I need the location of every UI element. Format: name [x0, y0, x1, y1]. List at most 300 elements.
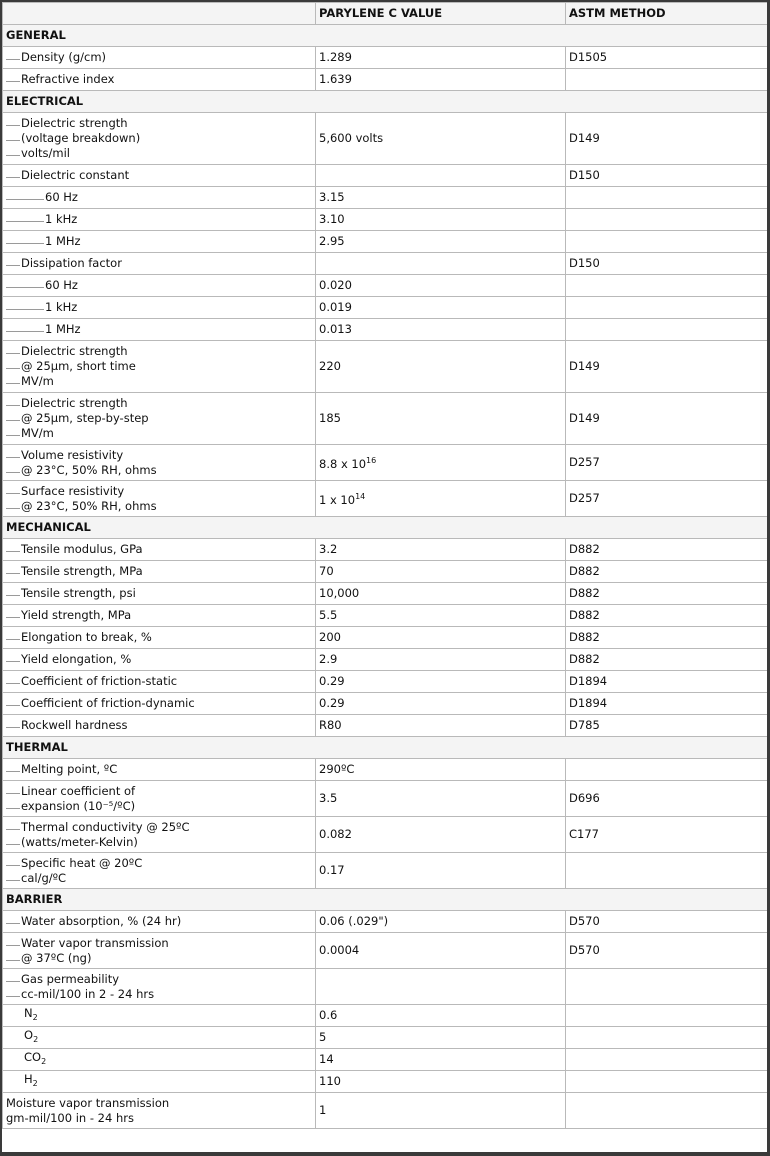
leader-line: [6, 595, 20, 596]
property-cell: [3, 445, 316, 481]
section-title: THERMAL: [3, 737, 768, 759]
property-label: Water absorption, % (24 hr): [21, 914, 182, 928]
value-text: 220: [319, 359, 341, 373]
property-cell: [3, 1093, 316, 1129]
section-row: [3, 91, 768, 113]
property-line: [6, 116, 312, 131]
value-text: 0.013: [319, 322, 352, 336]
property-line: [6, 718, 312, 733]
property-label: cc-mil/100 in 2 - 24 hrs: [21, 986, 155, 1001]
value-text: 1.289: [319, 50, 352, 64]
value-cell: [316, 1049, 566, 1071]
property-line: [6, 972, 312, 987]
property-label: Surface resistivity: [21, 483, 125, 498]
method-cell: [566, 1005, 768, 1027]
property-label: cal/g/ºC: [21, 870, 67, 885]
section-title: MECHANICAL: [3, 517, 768, 539]
property-cell: [3, 715, 316, 737]
property-line: [6, 542, 312, 557]
property-cell: [3, 649, 316, 671]
table-row: [3, 275, 768, 297]
leader-line: [6, 199, 44, 200]
property-label: volts/mil: [21, 146, 71, 160]
property-cell: [3, 561, 316, 583]
property-line: [6, 799, 312, 814]
value-text: 70: [319, 564, 334, 578]
method-cell: D257: [566, 481, 768, 517]
leader-line: [6, 59, 20, 60]
method-cell: [566, 187, 768, 209]
value-text: R80: [319, 718, 342, 732]
property-label: Elongation to break, %: [21, 630, 152, 644]
leader-line: [6, 981, 20, 982]
property-line: [6, 1096, 312, 1111]
method-cell: D1894: [566, 671, 768, 693]
leader-line: [6, 383, 20, 384]
property-line: [6, 463, 312, 478]
property-line: [6, 396, 312, 411]
property-line: [6, 322, 312, 337]
method-cell: D882: [566, 649, 768, 671]
value-cell: [316, 1093, 566, 1129]
property-cell: [3, 1005, 316, 1027]
property-line: [6, 256, 312, 271]
method-cell: D882: [566, 583, 768, 605]
property-label: Melting point, ºC: [21, 762, 118, 776]
value-cell: [316, 671, 566, 693]
value-text: 0.0004: [319, 943, 360, 957]
property-line: [6, 146, 312, 161]
leader-line: [6, 125, 20, 126]
property-line: [6, 212, 312, 227]
method-cell: [566, 209, 768, 231]
property-label: 1 kHz: [45, 212, 78, 226]
leader-line: [6, 771, 20, 772]
property-cell: [3, 817, 316, 853]
property-cell: [3, 1049, 316, 1071]
leader-line: [6, 353, 20, 354]
leader-line: [6, 265, 20, 266]
leader-line: [6, 368, 20, 369]
property-cell: [3, 113, 316, 165]
value-text: 2.9: [319, 652, 338, 666]
table-row: [3, 933, 768, 969]
value-text: 0.019: [319, 300, 352, 314]
property-label: Yield strength, MPa: [21, 608, 132, 622]
method-cell: D257: [566, 445, 768, 481]
property-line: [6, 652, 312, 667]
table-row: [3, 481, 768, 517]
property-line: [6, 762, 312, 777]
value-text: 1.639: [319, 72, 352, 86]
property-line: [6, 374, 312, 389]
value-cell: [316, 341, 566, 393]
method-cell: D1505: [566, 47, 768, 69]
property-label: Volume resistivity: [21, 447, 124, 462]
property-label: expansion (10⁻⁵/ºC): [21, 798, 136, 813]
value-cell: [316, 781, 566, 817]
property-label: Tensile strength, MPa: [21, 564, 143, 578]
value-cell: [316, 231, 566, 253]
method-cell: [566, 1049, 768, 1071]
value-cell: [316, 393, 566, 445]
parylene-properties-table: [2, 2, 767, 1129]
property-line: [6, 168, 312, 183]
value-cell: [316, 275, 566, 297]
table-row: [3, 561, 768, 583]
value-text: 3.2: [319, 542, 338, 556]
property-line: [6, 190, 312, 205]
property-line: [6, 987, 312, 1002]
value-text: 3.15: [319, 190, 345, 204]
property-label: (watts/meter-Kelvin): [21, 834, 138, 849]
leader-line: [6, 472, 20, 473]
table-row: [3, 1049, 768, 1071]
value-cell: [316, 445, 566, 481]
leader-line: [6, 457, 20, 458]
value-text: 290ºC: [319, 762, 355, 776]
leader-line: [6, 727, 20, 728]
method-cell: D882: [566, 605, 768, 627]
method-cell: D149: [566, 393, 768, 445]
value-cell: [316, 911, 566, 933]
value-text: 200: [319, 630, 341, 644]
table-row: [3, 1005, 768, 1027]
property-label: @ 23°C, 50% RH, ohms: [21, 498, 157, 513]
property-line: [6, 1111, 312, 1126]
property-line: [6, 936, 312, 951]
value-cell: [316, 759, 566, 781]
value-cell: [316, 693, 566, 715]
property-label: Refractive index: [21, 72, 115, 86]
value-cell: [316, 933, 566, 969]
property-cell: [3, 759, 316, 781]
table-row: [3, 583, 768, 605]
property-label: Dissipation factor: [21, 256, 122, 270]
leader-line: [6, 661, 20, 662]
property-label: @ 25µm, step-by-step: [21, 411, 149, 425]
method-cell: D149: [566, 113, 768, 165]
property-label: Linear coefficient of: [21, 783, 136, 798]
method-cell: [566, 319, 768, 341]
property-label: Specific heat @ 20ºC: [21, 855, 143, 870]
leader-line: [6, 420, 20, 421]
table-row: [3, 1071, 768, 1093]
table-row: [3, 69, 768, 91]
leader-line: [6, 683, 20, 684]
property-cell: [3, 969, 316, 1005]
value-cell: [316, 481, 566, 517]
property-label: Tensile strength, psi: [21, 586, 136, 600]
value-cell: [316, 561, 566, 583]
table-row: [3, 1093, 768, 1129]
table-row: [3, 539, 768, 561]
gas-name: CO: [24, 1050, 42, 1064]
table-row: [3, 209, 768, 231]
property-line: [6, 951, 312, 966]
properties-table-frame: [2, 2, 767, 1152]
value-cell: [316, 605, 566, 627]
leader-line: [6, 551, 20, 552]
method-cell: D785: [566, 715, 768, 737]
header-value: PARYLENE C VALUE: [316, 3, 566, 25]
leader-line: [6, 81, 20, 82]
property-line: [6, 499, 312, 514]
section-row: [3, 25, 768, 47]
section-title: BARRIER: [3, 889, 768, 911]
gas-subscript: 2: [32, 1079, 38, 1088]
property-label: Dielectric strength: [21, 344, 128, 358]
section-row: [3, 517, 768, 539]
gas-name: H: [24, 1072, 33, 1086]
leader-line: [6, 829, 20, 830]
property-line: [6, 871, 312, 886]
table-row: [3, 693, 768, 715]
property-line: [6, 564, 312, 579]
property-label: Coefficient of friction-dynamic: [21, 696, 195, 710]
value-text: 10,000: [319, 586, 360, 600]
method-cell: [566, 231, 768, 253]
value-exponent: 14: [355, 492, 366, 501]
property-line: [6, 234, 312, 249]
table-row: [3, 113, 768, 165]
value-cell: [316, 1005, 566, 1027]
property-cell: [3, 47, 316, 69]
property-line: [6, 278, 312, 293]
table-row: [3, 759, 768, 781]
table-row: [3, 253, 768, 275]
leader-line: [6, 705, 20, 706]
table-row: [3, 231, 768, 253]
value-cell: [316, 969, 566, 1005]
leader-line: [6, 287, 44, 288]
gas-name: O: [24, 1028, 34, 1042]
leader-line: [6, 793, 20, 794]
value-text: 8.8 x 10: [319, 457, 367, 471]
property-label: @ 37ºC (ng): [21, 950, 92, 965]
header-row: [3, 3, 768, 25]
property-label: Tensile modulus, GPa: [21, 542, 143, 556]
property-line: [6, 608, 312, 623]
property-cell: [3, 1027, 316, 1049]
value-cell: [316, 1071, 566, 1093]
method-cell: D1894: [566, 693, 768, 715]
property-label: Yield elongation, %: [21, 652, 132, 666]
value-text: 0.6: [319, 1008, 338, 1022]
property-cell: [3, 187, 316, 209]
property-label: Coefficient of friction-static: [21, 674, 178, 688]
property-line: [6, 586, 312, 601]
value-cell: [316, 583, 566, 605]
value-cell: [316, 627, 566, 649]
table-row: [3, 341, 768, 393]
method-cell: [566, 275, 768, 297]
value-text: 1 x 10: [319, 493, 356, 507]
method-cell: D570: [566, 933, 768, 969]
leader-line: [6, 331, 44, 332]
value-text: 110: [319, 1074, 341, 1088]
value-text: 0.17: [319, 863, 345, 877]
value-cell: [316, 297, 566, 319]
leader-line: [6, 573, 20, 574]
property-label: 1 MHz: [45, 322, 81, 336]
value-text: 3.10: [319, 212, 345, 226]
leader-line: [6, 617, 20, 618]
section-title: GENERAL: [3, 25, 768, 47]
property-line: [6, 674, 312, 689]
header-method: ASTM METHOD: [566, 3, 768, 25]
value-text: 2.95: [319, 234, 345, 248]
property-cell: [3, 393, 316, 445]
method-cell: [566, 759, 768, 781]
leader-line: [6, 923, 20, 924]
leader-line: [6, 435, 20, 436]
value-cell: [316, 165, 566, 187]
gas-subscript: 2: [32, 1013, 38, 1022]
leader-line: [6, 808, 20, 809]
value-text: 1: [319, 1103, 327, 1117]
table-row: [3, 911, 768, 933]
method-cell: D882: [566, 539, 768, 561]
method-cell: D882: [566, 627, 768, 649]
table-row: [3, 165, 768, 187]
table-row: [3, 781, 768, 817]
value-cell: [316, 47, 566, 69]
table-row: [3, 47, 768, 69]
property-label: Water vapor transmission: [21, 935, 169, 950]
property-cell: [3, 319, 316, 341]
property-line: [6, 696, 312, 711]
property-label: @ 23°C, 50% RH, ohms: [21, 462, 157, 477]
property-label: Dielectric strength: [21, 396, 128, 410]
value-cell: [316, 715, 566, 737]
property-line: [6, 411, 312, 426]
method-cell: [566, 969, 768, 1005]
method-cell: [566, 69, 768, 91]
method-cell: [566, 853, 768, 889]
property-cell: [3, 693, 316, 715]
value-cell: [316, 319, 566, 341]
value-cell: [316, 539, 566, 561]
property-label: MV/m: [21, 374, 54, 388]
method-cell: D150: [566, 165, 768, 187]
property-label: gm-mil/100 in - 24 hrs: [6, 1110, 134, 1125]
gas-subscript: 2: [33, 1035, 39, 1044]
property-cell: [3, 911, 316, 933]
property-cell: [3, 253, 316, 275]
value-cell: [316, 853, 566, 889]
property-cell: [3, 297, 316, 319]
leader-line: [6, 405, 20, 406]
leader-line: [6, 508, 20, 509]
method-cell: D696: [566, 781, 768, 817]
value-cell: [316, 253, 566, 275]
gas-subscript: 2: [41, 1057, 47, 1066]
property-label: Rockwell hardness: [21, 718, 128, 732]
value-cell: [316, 649, 566, 671]
table-row: [3, 187, 768, 209]
leader-line: [6, 177, 20, 178]
value-text: 5,600 volts: [319, 131, 384, 145]
property-line: [6, 856, 312, 871]
property-cell: [3, 671, 316, 693]
property-cell: [3, 627, 316, 649]
table-row: [3, 715, 768, 737]
value-cell: [316, 113, 566, 165]
property-line: [6, 72, 312, 87]
property-cell: [3, 481, 316, 517]
table-row: [3, 605, 768, 627]
leader-line: [6, 309, 44, 310]
table-row: [3, 649, 768, 671]
property-line: [6, 835, 312, 850]
method-cell: [566, 1071, 768, 1093]
table-row: [3, 853, 768, 889]
value-text: 0.020: [319, 278, 352, 292]
property-cell: [3, 933, 316, 969]
table-row: [3, 627, 768, 649]
property-label: 1 kHz: [45, 300, 78, 314]
property-cell: [3, 69, 316, 91]
property-line: [6, 448, 312, 463]
table-row: [3, 817, 768, 853]
property-line: [6, 914, 312, 929]
property-label: (voltage breakdown): [21, 131, 141, 145]
property-line: [6, 820, 312, 835]
property-cell: [3, 275, 316, 297]
value-cell: [316, 1027, 566, 1049]
method-cell: D149: [566, 341, 768, 393]
leader-line: [6, 639, 20, 640]
property-line: [6, 131, 312, 146]
value-text: 0.29: [319, 674, 345, 688]
property-label: MV/m: [21, 426, 54, 440]
table-row: [3, 319, 768, 341]
property-label: Gas permeability: [21, 971, 120, 986]
property-cell: [3, 231, 316, 253]
leader-line: [6, 155, 20, 156]
property-cell: [3, 605, 316, 627]
property-line: [6, 630, 312, 645]
section-row: [3, 889, 768, 911]
method-cell: [566, 1093, 768, 1129]
table-row: [3, 969, 768, 1005]
table-row: [3, 1027, 768, 1049]
value-cell: [316, 69, 566, 91]
section-row: [3, 737, 768, 759]
property-cell: [3, 583, 316, 605]
leader-line: [6, 960, 20, 961]
method-cell: [566, 1027, 768, 1049]
leader-line: [6, 493, 20, 494]
section-title: ELECTRICAL: [3, 91, 768, 113]
value-text: 3.5: [319, 791, 338, 805]
property-label: Moisture vapor transmission: [6, 1095, 170, 1110]
leader-line: [6, 844, 20, 845]
property-cell: [3, 1071, 316, 1093]
property-line: [6, 50, 312, 65]
table-row: [3, 671, 768, 693]
leader-line: [6, 880, 20, 881]
leader-line: [6, 243, 44, 244]
value-text: 0.082: [319, 827, 352, 841]
table-body: [3, 3, 768, 1129]
property-cell: [3, 341, 316, 393]
leader-line: [6, 140, 20, 141]
leader-line: [6, 221, 44, 222]
property-cell: [3, 781, 316, 817]
leader-line: [6, 996, 20, 997]
